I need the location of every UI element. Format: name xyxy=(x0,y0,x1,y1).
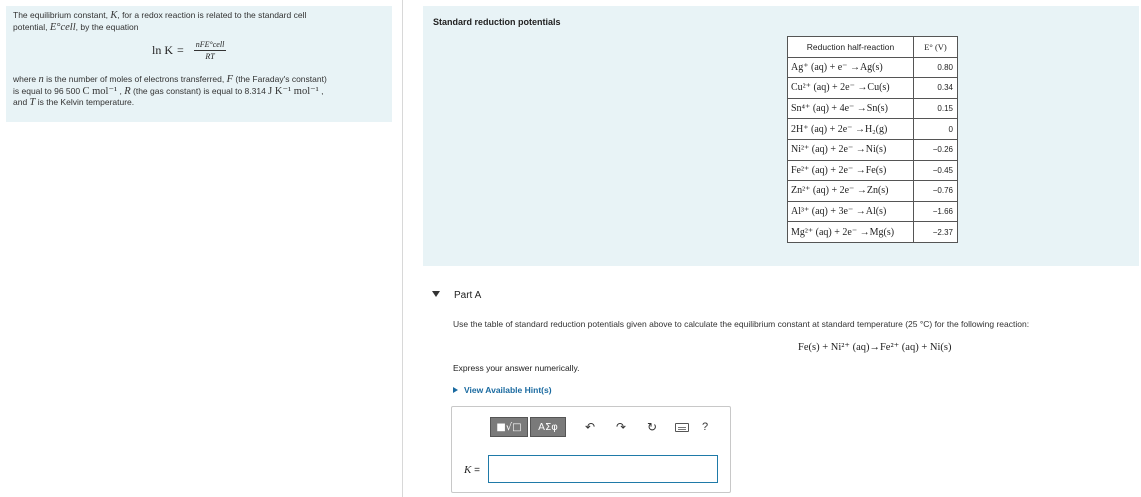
col-header-reaction: Reduction half-reaction xyxy=(788,37,914,58)
srp-title: Standard reduction potentials xyxy=(433,17,561,27)
potential-cell: 0.34 xyxy=(914,78,958,99)
potential-cell: 0.80 xyxy=(914,57,958,78)
half-reaction-cell: 2H⁺ (aq) + 2e⁻ →H₂(g) xyxy=(788,119,914,140)
half-reaction-cell: Mg²⁺ (aq) + 2e⁻ →Mg(s) xyxy=(788,222,914,243)
intro-line-1: The equilibrium constant, K, for a redox reaction is related to the standard cell xyxy=(13,10,307,21)
view-hints-link[interactable] xyxy=(453,385,552,395)
reset-icon[interactable]: ↻ xyxy=(646,420,658,434)
hint-label: View Available Hint(s) xyxy=(464,385,552,395)
equation-lhs: ln K xyxy=(152,42,173,57)
help-button[interactable]: ? xyxy=(702,421,709,433)
equation-numerator: nFE°cell xyxy=(195,39,225,49)
table-header-row xyxy=(788,37,958,58)
equation-fraction xyxy=(194,40,227,61)
k-symbol: K xyxy=(110,10,118,21)
keyboard-icon[interactable] xyxy=(675,423,689,432)
table-row xyxy=(788,160,958,181)
equation-denominator: RT xyxy=(205,51,215,61)
question-text: Use the table of standard reduction potentials given above to calculate the equilibrium constant at standard temperature (25 °C) for the following reaction: xyxy=(453,319,1030,329)
table-row xyxy=(788,201,958,222)
ecell-symbol: E°cell xyxy=(49,21,76,33)
part-a-title[interactable]: Part A xyxy=(454,290,482,301)
potential-cell: 0 xyxy=(914,119,958,140)
column-divider xyxy=(402,0,403,497)
col-header-e: E° (V) xyxy=(914,37,958,58)
answer-box xyxy=(451,406,731,493)
redo-icon[interactable]: ↷ xyxy=(615,420,627,434)
intro-definitions: where n is the number of moles of electrons transferred, F (the Faraday's constant) is equal to 96 500 C mol⁻¹ , R (the gas constant) is equal to 8.314 J K⁻¹ mol⁻¹ , and T is the Kelvin temperature. xyxy=(13,74,327,108)
table-row xyxy=(788,119,958,140)
potential-cell: −0.26 xyxy=(914,139,958,160)
half-reaction-cell: Zn²⁺ (aq) + 2e⁻ →Zn(s) xyxy=(788,181,914,202)
undo-icon[interactable]: ↶ xyxy=(584,420,596,434)
expand-triangle-icon xyxy=(453,387,458,393)
symbols-button[interactable]: ΑΣφ xyxy=(530,417,566,437)
potential-cell: 0.15 xyxy=(914,98,958,119)
standard-reduction-panel xyxy=(423,6,1139,266)
half-reaction-cell: Ni²⁺ (aq) + 2e⁻ →Ni(s) xyxy=(788,139,914,160)
nernst-equation xyxy=(152,38,226,62)
table-body xyxy=(788,57,958,242)
table-row xyxy=(788,222,958,243)
half-reaction-cell: Al³⁺ (aq) + 3e⁻ →Al(s) xyxy=(788,201,914,222)
potential-cell: −2.37 xyxy=(914,222,958,243)
potential-cell: −1.66 xyxy=(914,201,958,222)
intro-line-2: potential, E°cell, by the equation xyxy=(13,21,139,33)
half-reaction-cell: Sn⁴⁺ (aq) + 4e⁻ →Sn(s) xyxy=(788,98,914,119)
half-reaction-cell: Cu²⁺ (aq) + 2e⁻ →Cu(s) xyxy=(788,78,914,99)
answer-label: K = xyxy=(464,464,480,476)
equation-equals: = xyxy=(177,42,184,57)
table-row xyxy=(788,98,958,119)
table-row xyxy=(788,57,958,78)
table-row xyxy=(788,139,958,160)
target-reaction: Fe(s) + Ni²⁺ (aq)→Fe²⁺ (aq) + Ni(s) xyxy=(798,342,952,353)
reduction-table xyxy=(787,36,958,243)
instruction-text: Express your answer numerically. xyxy=(453,363,580,373)
collapse-triangle-icon[interactable] xyxy=(432,291,440,297)
templates-button[interactable]: ■√□ xyxy=(490,417,528,437)
table-row xyxy=(788,181,958,202)
k-answer-input[interactable] xyxy=(488,455,718,483)
table-row xyxy=(788,78,958,99)
half-reaction-cell: Fe²⁺ (aq) + 2e⁻ →Fe(s) xyxy=(788,160,914,181)
math-toolbar xyxy=(490,417,708,437)
potential-cell: −0.45 xyxy=(914,160,958,181)
half-reaction-cell: Ag⁺ (aq) + e⁻ →Ag(s) xyxy=(788,57,914,78)
potential-cell: −0.76 xyxy=(914,181,958,202)
